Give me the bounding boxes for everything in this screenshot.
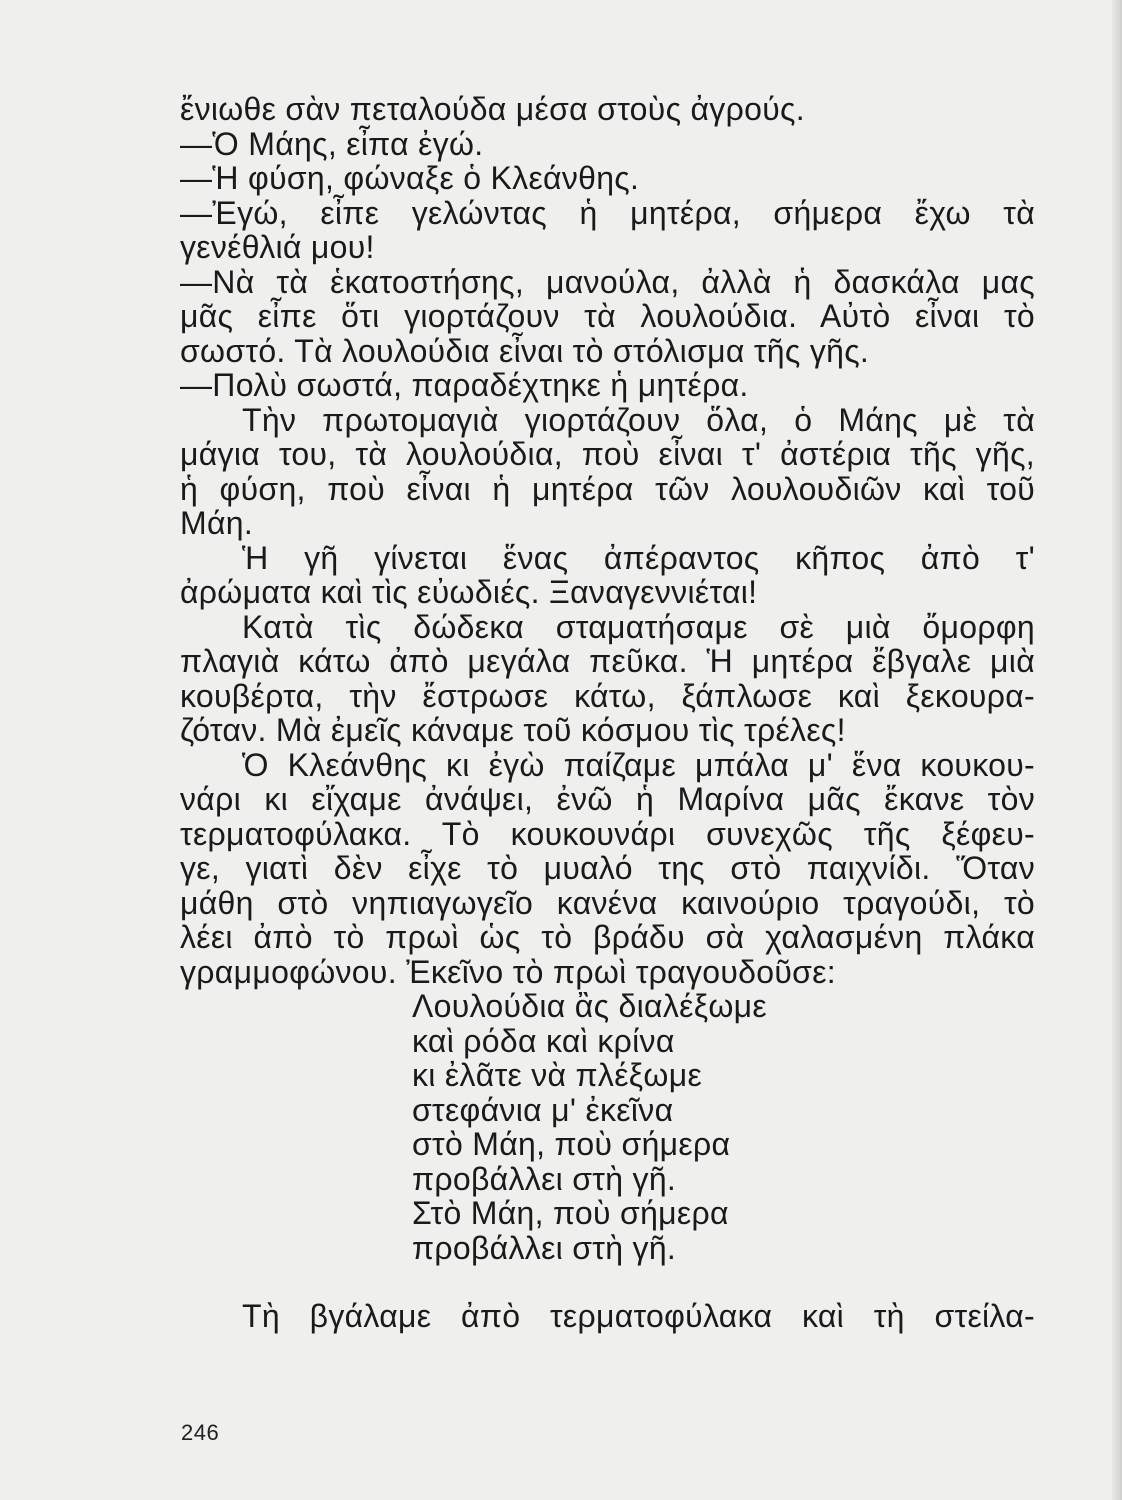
text-line: —Πολὺ σωστά, παραδέχτηκε ἡ μητέρα. xyxy=(180,367,749,403)
poem-line: Λουλούδια ἂς διαλέξωμε xyxy=(412,988,767,1024)
poem-line: Στὸ Μάη, ποὺ σήμερα xyxy=(412,1195,729,1231)
text-line: μᾶς εἶπε ὅτι γιορτάζουν τὰ λουλούδια. Αὐτὸ εἶναι τὸ xyxy=(180,298,1035,334)
text-line: —Ἡ φύση, φώναξε ὁ Κλεάνθης. xyxy=(180,160,640,196)
poem-line: κι ἐλᾶτε νὰ πλέξωμε xyxy=(412,1057,703,1093)
text-line: νάρι κι εἴχαμε ἀνάψει, ἐνῶ ἡ Μαρίνα μᾶς ἔκανε τὸν xyxy=(180,781,1035,817)
text-line: σωστό. Τὰ λουλούδια εἶναι τὸ στόλισμα τῆς γῆς. xyxy=(180,332,870,369)
text-line: μάγια του, τὰ λουλούδια, ποὺ εἶναι τ' ἀστέρια τῆς γῆς, xyxy=(180,436,1035,472)
book-page-text xyxy=(180,92,1035,1334)
text-line: —Ἐγώ, εἶπε γελώντας ἡ μητέρα, σήμερα ἔχω τὰ xyxy=(180,194,1035,231)
prose-block-2 xyxy=(180,1299,1035,1334)
text-line: γραμμοφώνου. Ἐκεῖνο τὸ πρωὶ τραγουδοῦσε: xyxy=(180,953,836,990)
text-line: ζόταν. Μὰ ἐμεῖς κάναμε τοῦ κόσμου τὶς τρέλες! xyxy=(180,712,846,748)
poem-block xyxy=(412,989,1035,1265)
stanza-gap xyxy=(180,1265,1035,1299)
text-line: ἡ φύση, ποὺ εἶναι ἡ μητέρα τῶν λουλουδιῶν καὶ τοῦ xyxy=(180,470,1035,507)
text-line: πλαγιὰ κάτω ἀπὸ μεγάλα πεῦκα. Ἡ μητέρα ἔβγαλε μιὰ xyxy=(180,643,1035,679)
text-line: Μάη. xyxy=(180,505,254,541)
poem-line: στεφάνια μ' ἐκεῖνα xyxy=(412,1091,674,1128)
text-line: τερματοφύλακα. Τὸ κουκουνάρι συνεχῶς τῆς ξέφευ- xyxy=(180,815,1035,852)
text-line: μάθη στὸ νηπιαγωγεῖο κανένα καινούριο τραγούδι, τὸ xyxy=(180,884,1035,921)
text-line: —Ὁ Μάης, εἶπα ἐγώ. xyxy=(180,125,484,162)
prose-block-1 xyxy=(180,92,1035,989)
text-line: κουβέρτα, τὴν ἔστρωσε κάτω, ξάπλωσε καὶ ξεκουρα- xyxy=(180,677,1035,714)
text-line: Ὁ Κλεάνθης κι ἐγὼ παίζαμε μπάλα μ' ἕνα κουκου- xyxy=(242,746,1035,783)
text-line: —Νὰ τὰ ἑκατοστήσης, μανούλα, ἀλλὰ ἡ δασκάλα μας xyxy=(180,263,1035,300)
poem-line: στὸ Μάη, ποὺ σήμερα xyxy=(412,1126,731,1162)
text-line: γε, γιατὶ δὲν εἶχε τὸ μυαλό της στὸ παιχνίδι. Ὅταν xyxy=(180,850,1035,886)
poem-line: προβάλλει στὴ γῆ. xyxy=(412,1229,677,1266)
page-edge-shadow xyxy=(1112,0,1122,1500)
poem-line: προβάλλει στὴ γῆ. xyxy=(412,1160,677,1197)
text-line: Τὴν πρωτομαγιὰ γιορτάζουν ὅλα, ὁ Μάης μὲ τὰ xyxy=(242,401,1035,438)
poem-line: καὶ ρόδα καὶ κρίνα xyxy=(412,1022,675,1059)
text-line: γενέθλιά μου! xyxy=(180,229,375,265)
text-line: λέει ἀπὸ τὸ πρωὶ ὡς τὸ βράδυ σὰ χαλασμένη πλάκα xyxy=(180,919,1035,955)
page-number: 246 xyxy=(181,1420,220,1445)
text-line: Τὴ βγάλαμε ἀπὸ τερματοφύλακα καὶ τὴ στείλα- xyxy=(242,1298,1035,1334)
text-line: ἔνιωθε σὰν πεταλούδα μέσα στοὺς ἀγρούς. xyxy=(180,91,805,127)
text-line: Κατὰ τὶς δώδεκα σταματήσαμε σὲ μιὰ ὄμορφη xyxy=(242,608,1035,645)
text-line: ἀρώματα καὶ τὶς εὐωδιές. Ξαναγεννιέται! xyxy=(180,574,758,610)
text-line: Ἡ γῆ γίνεται ἕνας ἀπέραντος κῆπος ἀπὸ τ' xyxy=(242,539,1035,576)
